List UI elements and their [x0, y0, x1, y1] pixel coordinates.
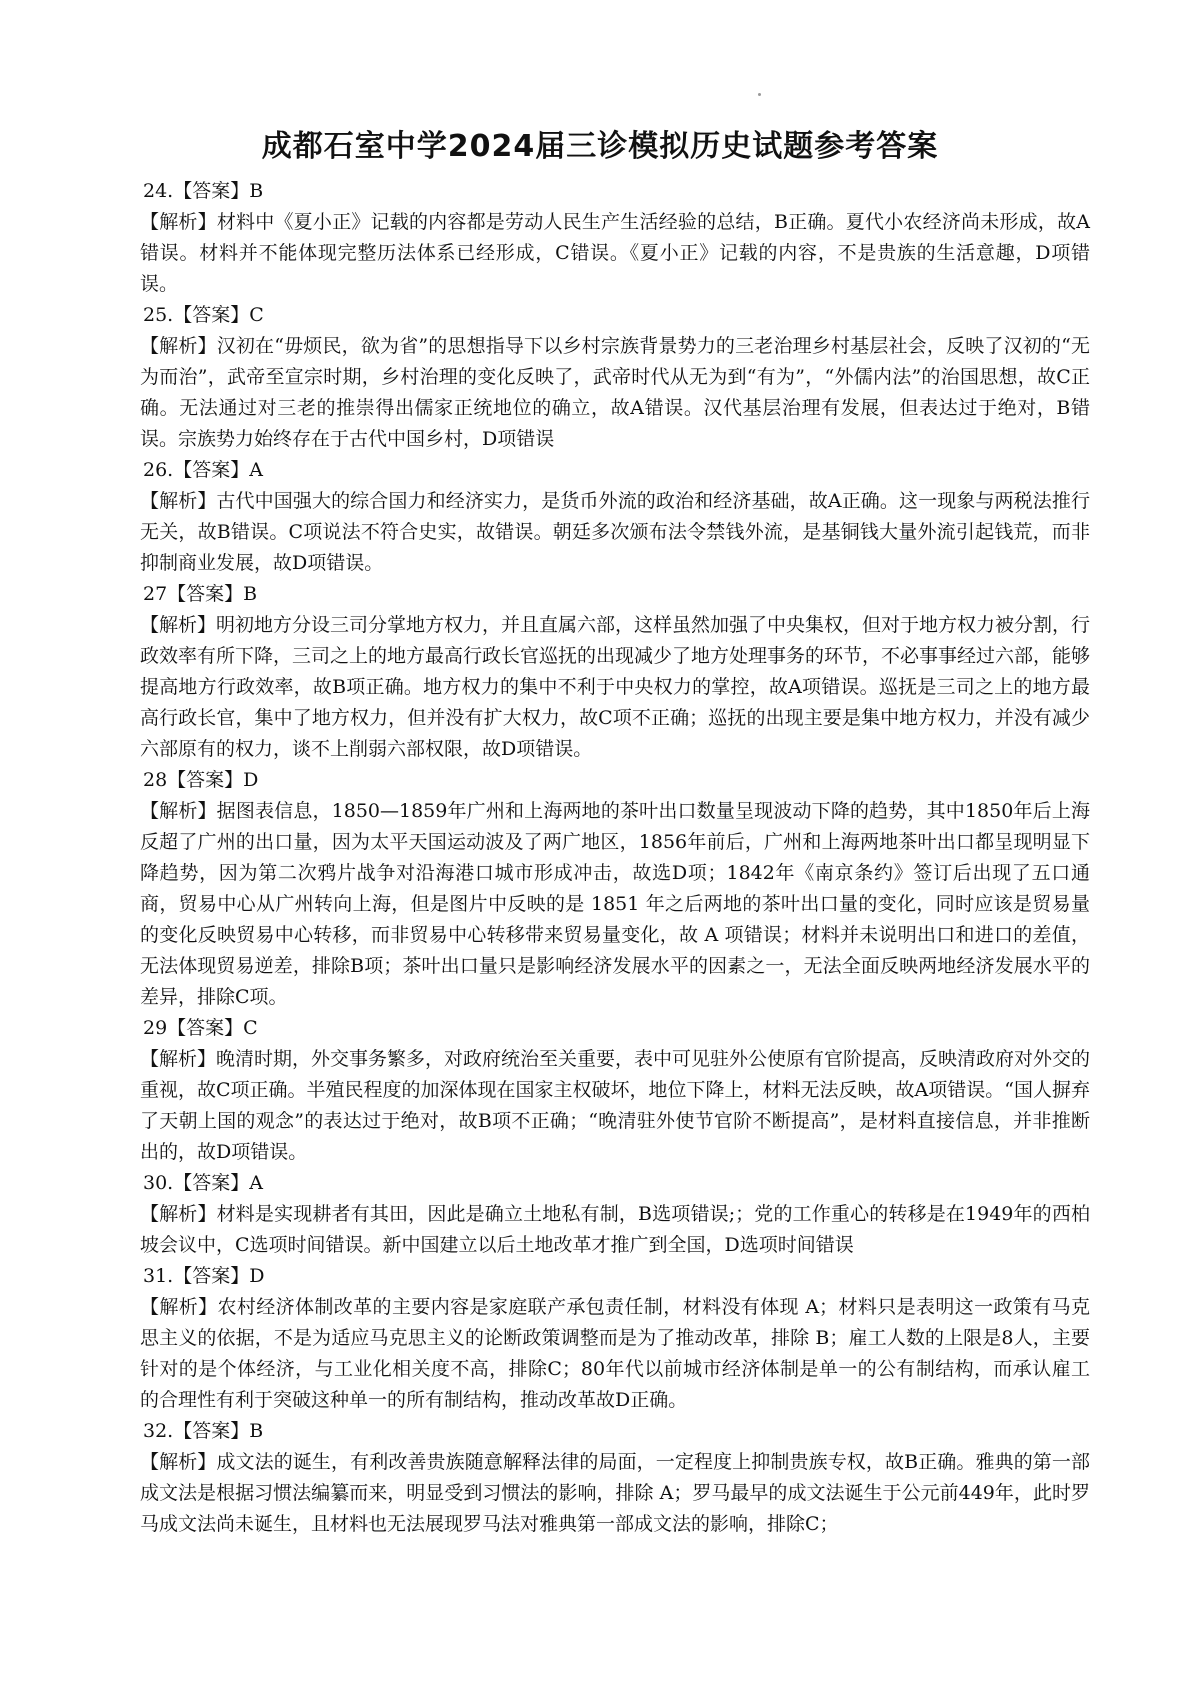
question-24: [140, 176, 1090, 300]
answer-line: 29【答案】C: [143, 1017, 258, 1039]
question-26: [140, 455, 1090, 579]
question-32: [140, 1416, 1090, 1540]
question-30: [140, 1168, 1090, 1261]
question-31: [140, 1261, 1090, 1416]
answer-list: [140, 176, 1090, 1540]
answer-line: 25.【答案】C: [143, 304, 264, 326]
analysis-text: 【解析】明初地方分设三司分掌地方权力，并且直属六部，这样虽然加强了中央集权，但对于地方权力被分割，行政效率有所下降，三司之上的地方最高行政长官巡抚的出现减少了地方处理事务的环节，不必事事经过六部，能够提高地方行政效率，故B项正确。地方权力的集中不利于中央权力的掌控，故A项错误。巡抚是三司之上的地方最高行政长官，集中了地方权力，但并没有扩大权力，故C项不正确；巡抚的出现主要是集中地方权力，并没有减少六部原有的权力，谈不上削弱六部权限，故D项错误。: [140, 614, 1091, 760]
analysis-text: 【解析】古代中国强大的综合国力和经济实力，是货币外流的政治和经济基础，故A正确。这一现象与两税法推行无关，故B错误。C项说法不符合史实，故错误。朝廷多次颁布法令禁钱外流，是基铜钱大量外流引起钱荒，而非抑制商业发展，故D项错误。: [140, 490, 1090, 574]
analysis-text: 【解析】材料是实现耕者有其田，因此是确立土地私有制，B选项错误;；党的工作重心的转移是在1949年的西柏坡会议中，C选项时间错误。新中国建立以后土地改革才推广到全国，D选项时间错误: [140, 1203, 1090, 1256]
question-28: [140, 765, 1090, 1013]
question-27: [140, 579, 1090, 765]
analysis-text: 【解析】据图表信息，1850—1859年广州和上海两地的茶叶出口数量呈现波动下降的趋势，其中1850年后上海反超了广州的出口量，因为太平天国运动波及了两广地区，1856年前后，广州和上海两地茶叶出口都呈现明显下降趋势，因为第二次鸦片战争对沿海港口城市形成冲击，故选D项；1842年《南京条约》签订后出现了五口通商，贸易中心从广州转向上海，但是图片中反映的是 1851 年之后两地的茶叶出口量的变化，同时应该是贸易量的变化反映贸易中心转移，而非贸易中心转移带来贸易量变化，故 A 项错误；材料并未说明出口和进口的差值，无法体现贸易逆差，排除B项；茶叶出口量只是影响经济发展水平的因素之一，无法全面反映两地经济发展水平的差异，排除C项。: [140, 800, 1090, 1008]
analysis-text: 【解析】汉初在“毋烦民，欲为省”的思想指导下以乡村宗族背景势力的三老治理乡村基层社会，反映了汉初的“无为而治”，武帝至宣宗时期，乡村治理的变化反映了，武帝时代从无为到“有为”，“外儒内法”的治国思想，故C正确。无法通过对三老的推崇得出儒家正统地位的确立，故A错误。汉代基层治理有发展，但表达过于绝对，B错误。宗族势力始终存在于古代中国乡村，D项错误: [140, 335, 1090, 450]
answer-line: 24.【答案】B: [143, 180, 264, 202]
analysis-text: 【解析】晚清时期，外交事务繁多，对政府统治至关重要，表中可见驻外公使原有官阶提高，反映清政府对外交的重视，故C项正确。半殖民程度的加深体现在国家主权破坏，地位下降上，材料无法反映，故A项错误。“国人摒弃了天朝上国的观念”的表达过于绝对，故B项不正确；“晚清驻外使节官阶不断提高”，是材料直接信息，并非推断出的，故D项错误。: [140, 1048, 1091, 1163]
answer-line: 32.【答案】B: [143, 1420, 264, 1442]
answer-line: 30.【答案】A: [143, 1172, 263, 1194]
scan-speck: [758, 93, 761, 96]
question-29: [140, 1013, 1090, 1168]
analysis-text: 【解析】成文法的诞生，有利改善贵族随意解释法律的局面，一定程度上抑制贵族专权，故B正确。雅典的第一部成文法是根据习惯法编纂而来，明显受到习惯法的影响，排除 A；罗马最早的成文法诞生于公元前449年，此时罗马成文法尚未诞生，且材料也无法展现罗马法对雅典第一部成文法的影响，排除C；: [140, 1451, 1090, 1535]
answer-line: 31.【答案】D: [143, 1265, 265, 1287]
analysis-text: 【解析】农村经济体制改革的主要内容是家庭联产承包责任制，材料没有体现 A；材料只是表明这一政策有马克思主义的依据，不是为适应马克思主义的论断政策调整而是为了推动改革，排除 B；雇工人数的上限是8人，主要针对的是个体经济，与工业化相关度不高，排除C；80年代以前城市经济体制是单一的公有制结构，而承认雇工的合理性有利于突破这种单一的所有制结构，推动改革故D正确。: [140, 1296, 1090, 1411]
answer-line: 26.【答案】A: [143, 459, 263, 481]
answer-line: 28【答案】D: [143, 769, 259, 791]
answer-line: 27【答案】B: [143, 583, 258, 605]
page-title: 成都石室中学2024届三诊模拟历史试题参考答案: [261, 129, 939, 164]
analysis-text: 【解析】材料中《夏小正》记载的内容都是劳动人民生产生活经验的总结，B正确。夏代小农经济尚未形成，故A错误。材料并不能体现完整历法体系已经形成，C错误。《夏小正》记载的内容，不是贵族的生活意趣，D项错误。: [140, 211, 1090, 295]
question-25: [140, 300, 1090, 455]
